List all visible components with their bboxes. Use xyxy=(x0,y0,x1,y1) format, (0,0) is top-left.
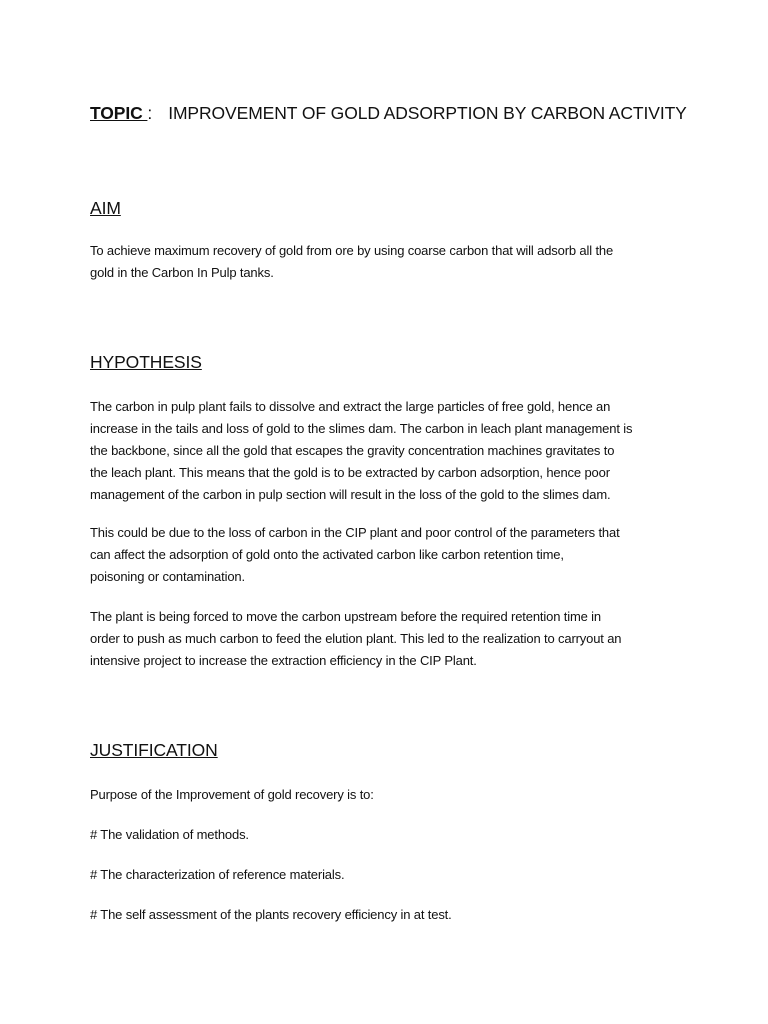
justification-heading: JUSTIFICATION xyxy=(90,740,218,760)
topic-title: IMPROVEMENT OF GOLD ADSORPTION BY CARBON ACTIVITY xyxy=(168,103,687,123)
list-item: # The validation of methods. xyxy=(90,827,249,842)
aim-heading: AIM xyxy=(90,198,121,218)
hypothesis-paragraph-2 xyxy=(90,522,690,588)
hypothesis-line: This could be due to the loss of carbon in the CIP plant and poor control of the parameters that xyxy=(90,525,620,540)
hypothesis-line: poisoning or contamination. xyxy=(90,569,245,584)
list-item: # The self assessment of the plants recovery efficiency in at test. xyxy=(90,907,452,922)
hypothesis-heading: HYPOTHESIS xyxy=(90,352,202,372)
topic-line xyxy=(90,103,687,124)
hypothesis-line: can affect the adsorption of gold onto the activated carbon like carbon retention time, xyxy=(90,547,564,562)
aim-paragraph xyxy=(90,240,690,284)
hypothesis-line: the leach plant. This means that the gold is to be extracted by carbon adsorption, hence poor xyxy=(90,465,610,480)
hypothesis-line: management of the carbon in pulp section will result in the loss of the gold to the slimes dam. xyxy=(90,487,611,502)
hypothesis-paragraph-1 xyxy=(90,396,690,506)
aim-line: gold in the Carbon In Pulp tanks. xyxy=(90,265,274,280)
hypothesis-line: order to push as much carbon to feed the elution plant. This led to the realization to carryout an xyxy=(90,631,622,646)
hypothesis-line: intensive project to increase the extraction efficiency in the CIP Plant. xyxy=(90,653,477,668)
hypothesis-line: the backbone, since all the gold that escapes the gravity concentration machines gravitates to xyxy=(90,443,615,458)
hypothesis-line: The carbon in pulp plant fails to dissolve and extract the large particles of free gold, hence an xyxy=(90,399,611,414)
justification-intro: Purpose of the Improvement of gold recovery is to: xyxy=(90,787,374,802)
hypothesis-line: The plant is being forced to move the carbon upstream before the required retention time in xyxy=(90,609,601,624)
list-item: # The characterization of reference materials. xyxy=(90,867,345,882)
aim-line: To achieve maximum recovery of gold from ore by using coarse carbon that will adsorb all the xyxy=(90,243,614,258)
hypothesis-line: increase in the tails and loss of gold to the slimes dam. The carbon in leach plant management is xyxy=(90,421,633,436)
topic-label: TOPIC xyxy=(90,103,148,123)
hypothesis-paragraph-3 xyxy=(90,606,690,672)
topic-colon: : xyxy=(147,103,153,123)
